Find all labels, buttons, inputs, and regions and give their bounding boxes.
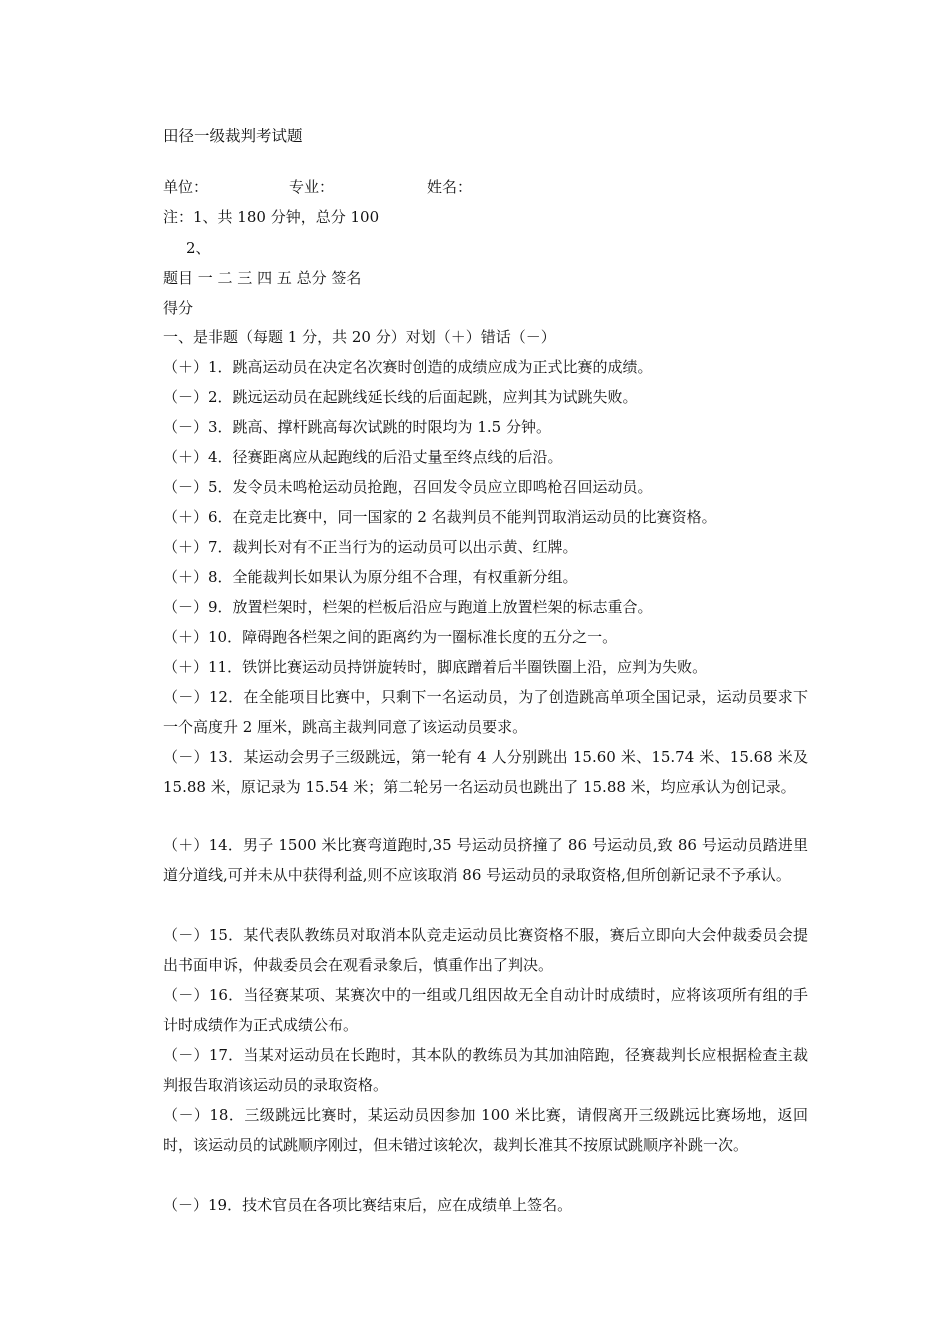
question-text: 19．技术官员在各项比赛结束后，应在成绩单上签名。 — [208, 1196, 573, 1214]
name-label: 姓名： — [427, 178, 473, 196]
unit-label: 单位： — [163, 178, 209, 196]
answer-mark: （＋） — [163, 568, 209, 586]
score-table-header: 题目 一 二 三 四 五 总分 签名 — [163, 269, 362, 287]
question-text: 12．在全能项目比赛中，只剩下一名运动员，为了创造跳高单项全国记录，运动员要求下一个高度升 2 厘米，跳高主裁判同意了该运动员要求。 — [163, 688, 808, 736]
question-text: 2．跳远运动员在起跳线延长线的后面起跳，应判其为试跳失败。 — [208, 388, 638, 406]
question-text: 4．径赛距离应从起跑线的后沿丈量至终点线的后沿。 — [208, 448, 563, 466]
question-text: 17．当某对运动员在长跑时，其本队的教练员为其加油陪跑，径赛裁判长应根据检查主裁判报告取消该运动员的录取资格。 — [163, 1046, 808, 1094]
question-item — [163, 472, 808, 502]
question-text: 11．铁饼比赛运动员持饼旋转时，脚底蹭着后半圈铁圈上沿，应判为失败。 — [208, 658, 708, 676]
question-text: 9．放置栏架时，栏架的栏板后沿应与跑道上放置栏架的标志重合。 — [208, 598, 653, 616]
question-text: 3．跳高、撑杆跳高每次试跳的时限均为 1.5 分钟。 — [208, 418, 551, 436]
note-line-1: 注：1、共 180 分钟，总分 100 — [163, 208, 380, 226]
section-heading: 一、是非题（每题 1 分，共 20 分）对划（＋）错话（－） — [163, 328, 556, 346]
answer-mark: （＋） — [163, 658, 209, 676]
question-item — [163, 830, 808, 890]
question-item — [163, 652, 808, 682]
answer-mark: （－） — [163, 388, 209, 406]
question-text: 15．某代表队教练员对取消本队竞走运动员比赛资格不服，赛后立即向大会仲裁委员会提出书面申诉，仲裁委员会在观看录象后，慎重作出了判决。 — [163, 926, 808, 974]
question-text: 13．某运动会男子三级跳远，第一轮有 4 人分别跳出 15.60 米、15.74 米、15.68 米及 15.88 米，原记录为 15.54 米；第二轮另一名运动员也跳出了 15.88 米，均应承认为创记录。 — [163, 748, 808, 796]
answer-mark: （＋） — [163, 358, 209, 376]
answer-mark: （＋） — [163, 538, 209, 556]
major-label: 专业： — [289, 178, 335, 196]
question-item — [163, 1100, 808, 1160]
answer-mark: （－） — [163, 748, 209, 766]
note-line-2: 2、 — [186, 239, 211, 257]
info-row — [163, 175, 803, 199]
answer-mark: （＋） — [163, 448, 209, 466]
answer-mark: （－） — [163, 1046, 209, 1064]
question-text: 8．全能裁判长如果认为原分组不合理，有权重新分组。 — [208, 568, 578, 586]
question-item — [163, 622, 808, 652]
answer-mark: （－） — [163, 598, 209, 616]
question-item — [163, 412, 808, 442]
answer-mark: （－） — [163, 926, 209, 944]
answer-mark: （＋） — [163, 836, 209, 854]
question-item — [163, 980, 808, 1040]
question-item — [163, 532, 808, 562]
question-item — [163, 592, 808, 622]
question-text: 16．当径赛某项、某赛次中的一组或几组因故无全自动计时成绩时，应将该项所有组的手计时成绩作为正式成绩公布。 — [163, 986, 808, 1034]
answer-mark: （－） — [163, 986, 209, 1004]
question-item — [163, 442, 808, 472]
question-text: 10．障碍跑各栏架之间的距离约为一圈标准长度的五分之一。 — [208, 628, 618, 646]
answer-mark: （－） — [163, 1196, 209, 1214]
answer-mark: （－） — [163, 418, 209, 436]
answer-mark: （＋） — [163, 628, 209, 646]
answer-mark: （－） — [163, 1106, 210, 1124]
answer-mark: （＋） — [163, 508, 209, 526]
question-text: 7．裁判长对有不正当行为的运动员可以出示黄、红牌。 — [208, 538, 578, 556]
question-item — [163, 562, 808, 592]
question-item — [163, 382, 808, 412]
answer-mark: （－） — [163, 478, 209, 496]
question-text: 5．发令员未鸣枪运动员抢跑，召回发令员应立即鸣枪召回运动员。 — [208, 478, 653, 496]
question-text: 18．三级跳远比赛时，某运动员因参加 100 米比赛，请假离开三级跳远比赛场地，返回时，该运动员的试跳顺序刚过，但未错过该轮次，裁判长准其不按原试跳顺序补跳一次。 — [163, 1106, 808, 1154]
question-text: 1．跳高运动员在决定名次赛时创造的成绩应成为正式比赛的成绩。 — [208, 358, 653, 376]
question-item — [163, 1040, 808, 1100]
question-item — [163, 1190, 808, 1220]
question-text: 14．男子 1500 米比赛弯道跑时,35 号运动员挤撞了 86 号运动员,致 86 号运动员踏进里道分道线,可并未从中获得利益,则不应该取消 86 号运动员的录取资格,但所创新记录不予承认。 — [163, 836, 808, 884]
document-title: 田径一级裁判考试题 — [163, 127, 303, 145]
score-table-row-label: 得分 — [163, 299, 194, 317]
question-text: 6．在竞走比赛中，同一国家的 2 名裁判员不能判罚取消运动员的比赛资格。 — [208, 508, 717, 526]
answer-mark: （－） — [163, 688, 209, 706]
question-item — [163, 502, 808, 532]
question-item — [163, 742, 808, 802]
question-item — [163, 352, 808, 382]
question-item — [163, 920, 808, 980]
question-item — [163, 682, 808, 742]
